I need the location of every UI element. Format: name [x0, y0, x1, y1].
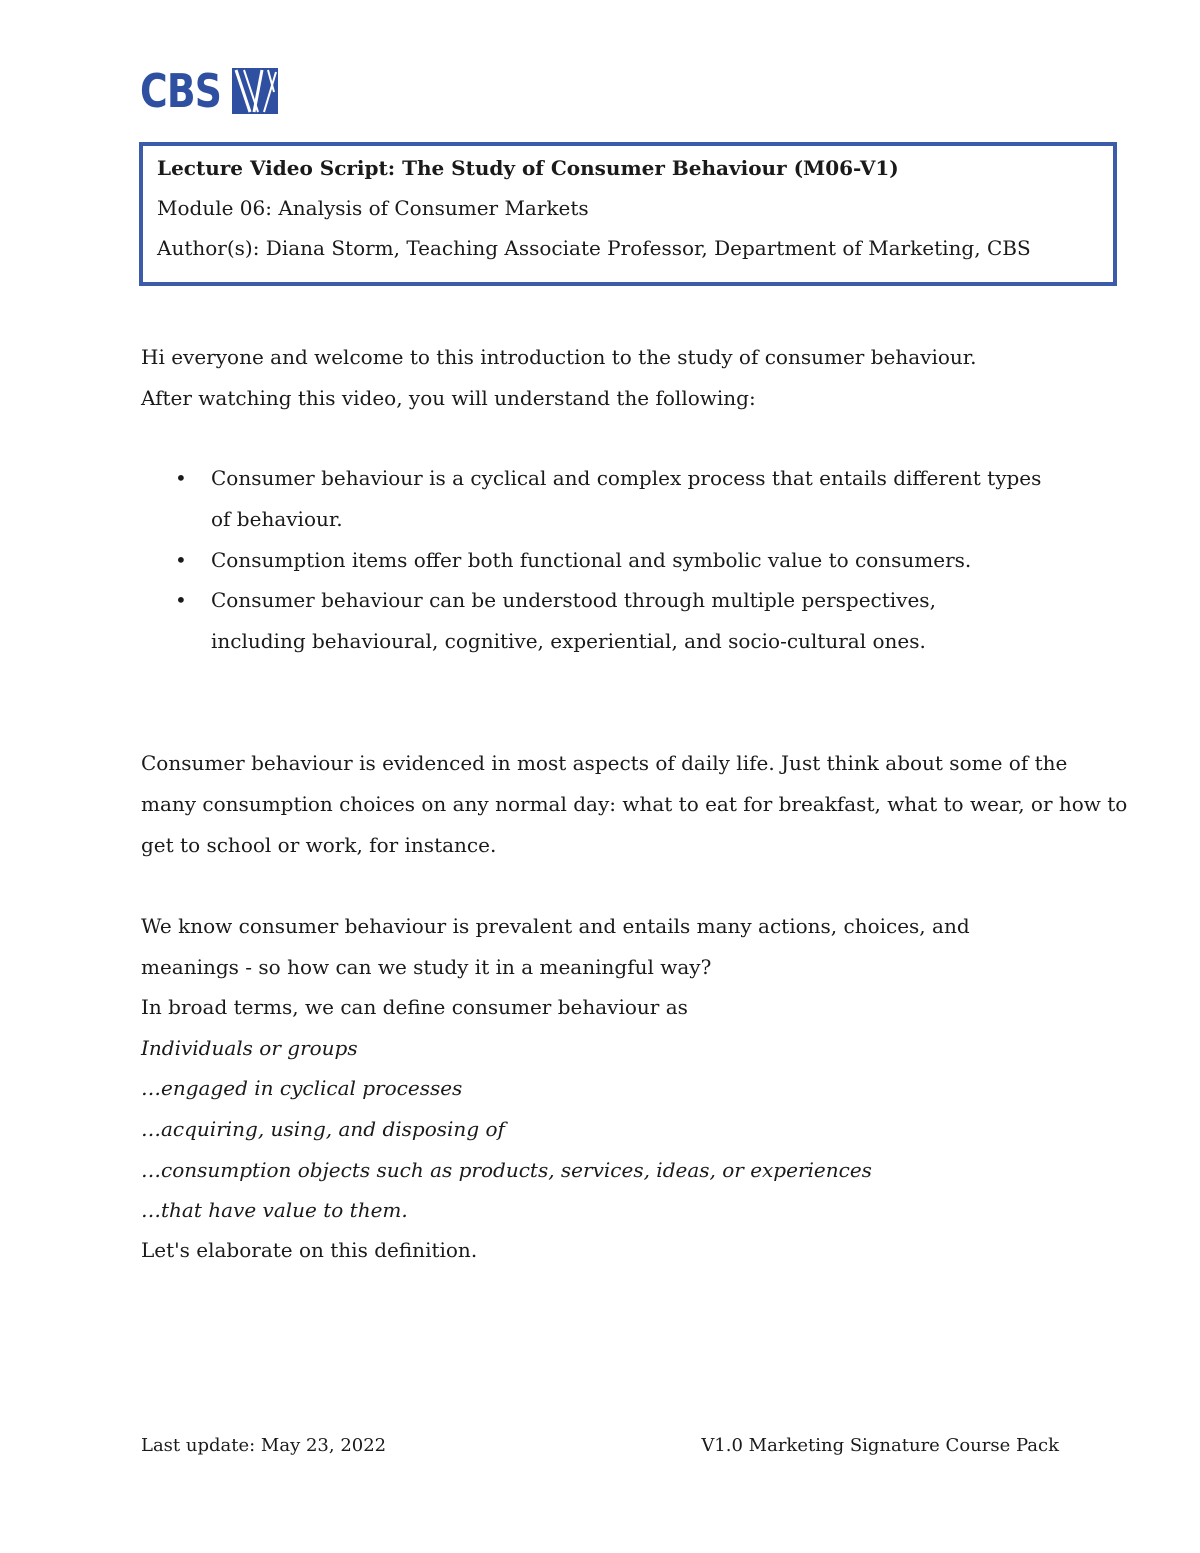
intro-line-1: Hi everyone and welcome to this introduction to the study of consumer behaviour. [141, 345, 977, 369]
bullet-icon: • [175, 548, 187, 572]
paragraph1-line-1: Consumer behaviour is evidenced in most aspects of daily life. Just think about some of the [141, 751, 1068, 775]
authors-line: Author(s): Diana Storm, Teaching Associate Professor, Department of Marketing, CBS [157, 236, 1031, 260]
footer-last-update: Last update: May 23, 2022 [141, 1435, 387, 1456]
footer-course-pack: V1.0 Marketing Signature Course Pack [701, 1435, 1059, 1456]
closing-line: Let's elaborate on this definition. [141, 1238, 478, 1262]
bullet-item-3 [141, 580, 1101, 662]
bullet-item-2 [141, 540, 1101, 581]
paragraph2-line-2: meanings - so how can we study it in a meaningful way? [141, 955, 712, 979]
bullet-text: Consumer behaviour is a cyclical and complex process that entails different types of behaviour. [211, 466, 1042, 531]
bullet-icon: • [175, 466, 187, 490]
logo-text: CBS [140, 64, 222, 118]
paragraph1-line-2: many consumption choices on any normal day: what to eat for breakfast, what to wear, or how to [141, 792, 1128, 816]
cbs-logo [140, 64, 278, 118]
definition-line-1: Individuals or groups [141, 1036, 358, 1060]
paragraph2-line-3: In broad terms, we can define consumer behaviour as [141, 995, 688, 1019]
bullet-text: Consumer behaviour can be understood through multiple perspectives, including behavioural, cognitive, experiential, and socio-cultural ones. [211, 588, 936, 653]
definition-line-5: …that have value to them. [141, 1198, 408, 1222]
module-line: Module 06: Analysis of Consumer Markets [157, 196, 589, 220]
cbs-logo-mark-icon [232, 68, 278, 114]
definition-line-3: …acquiring, using, and disposing of [141, 1117, 505, 1141]
definition-line-2: …engaged in cyclical processes [141, 1076, 463, 1100]
paragraph1-line-3: get to school or work, for instance. [141, 833, 497, 857]
bullet-icon: • [175, 588, 187, 612]
definition-line-4: …consumption objects such as products, services, ideas, or experiences [141, 1158, 872, 1182]
bullet-item-1 [141, 458, 1101, 540]
header-box [139, 142, 1117, 286]
document-title: Lecture Video Script: The Study of Consumer Behaviour (M06-V1) [157, 156, 899, 180]
paragraph2-line-1: We know consumer behaviour is prevalent and entails many actions, choices, and [141, 914, 970, 938]
intro-line-2: After watching this video, you will understand the following: [141, 386, 756, 410]
bullet-text: Consumption items offer both functional and symbolic value to consumers. [211, 548, 972, 572]
